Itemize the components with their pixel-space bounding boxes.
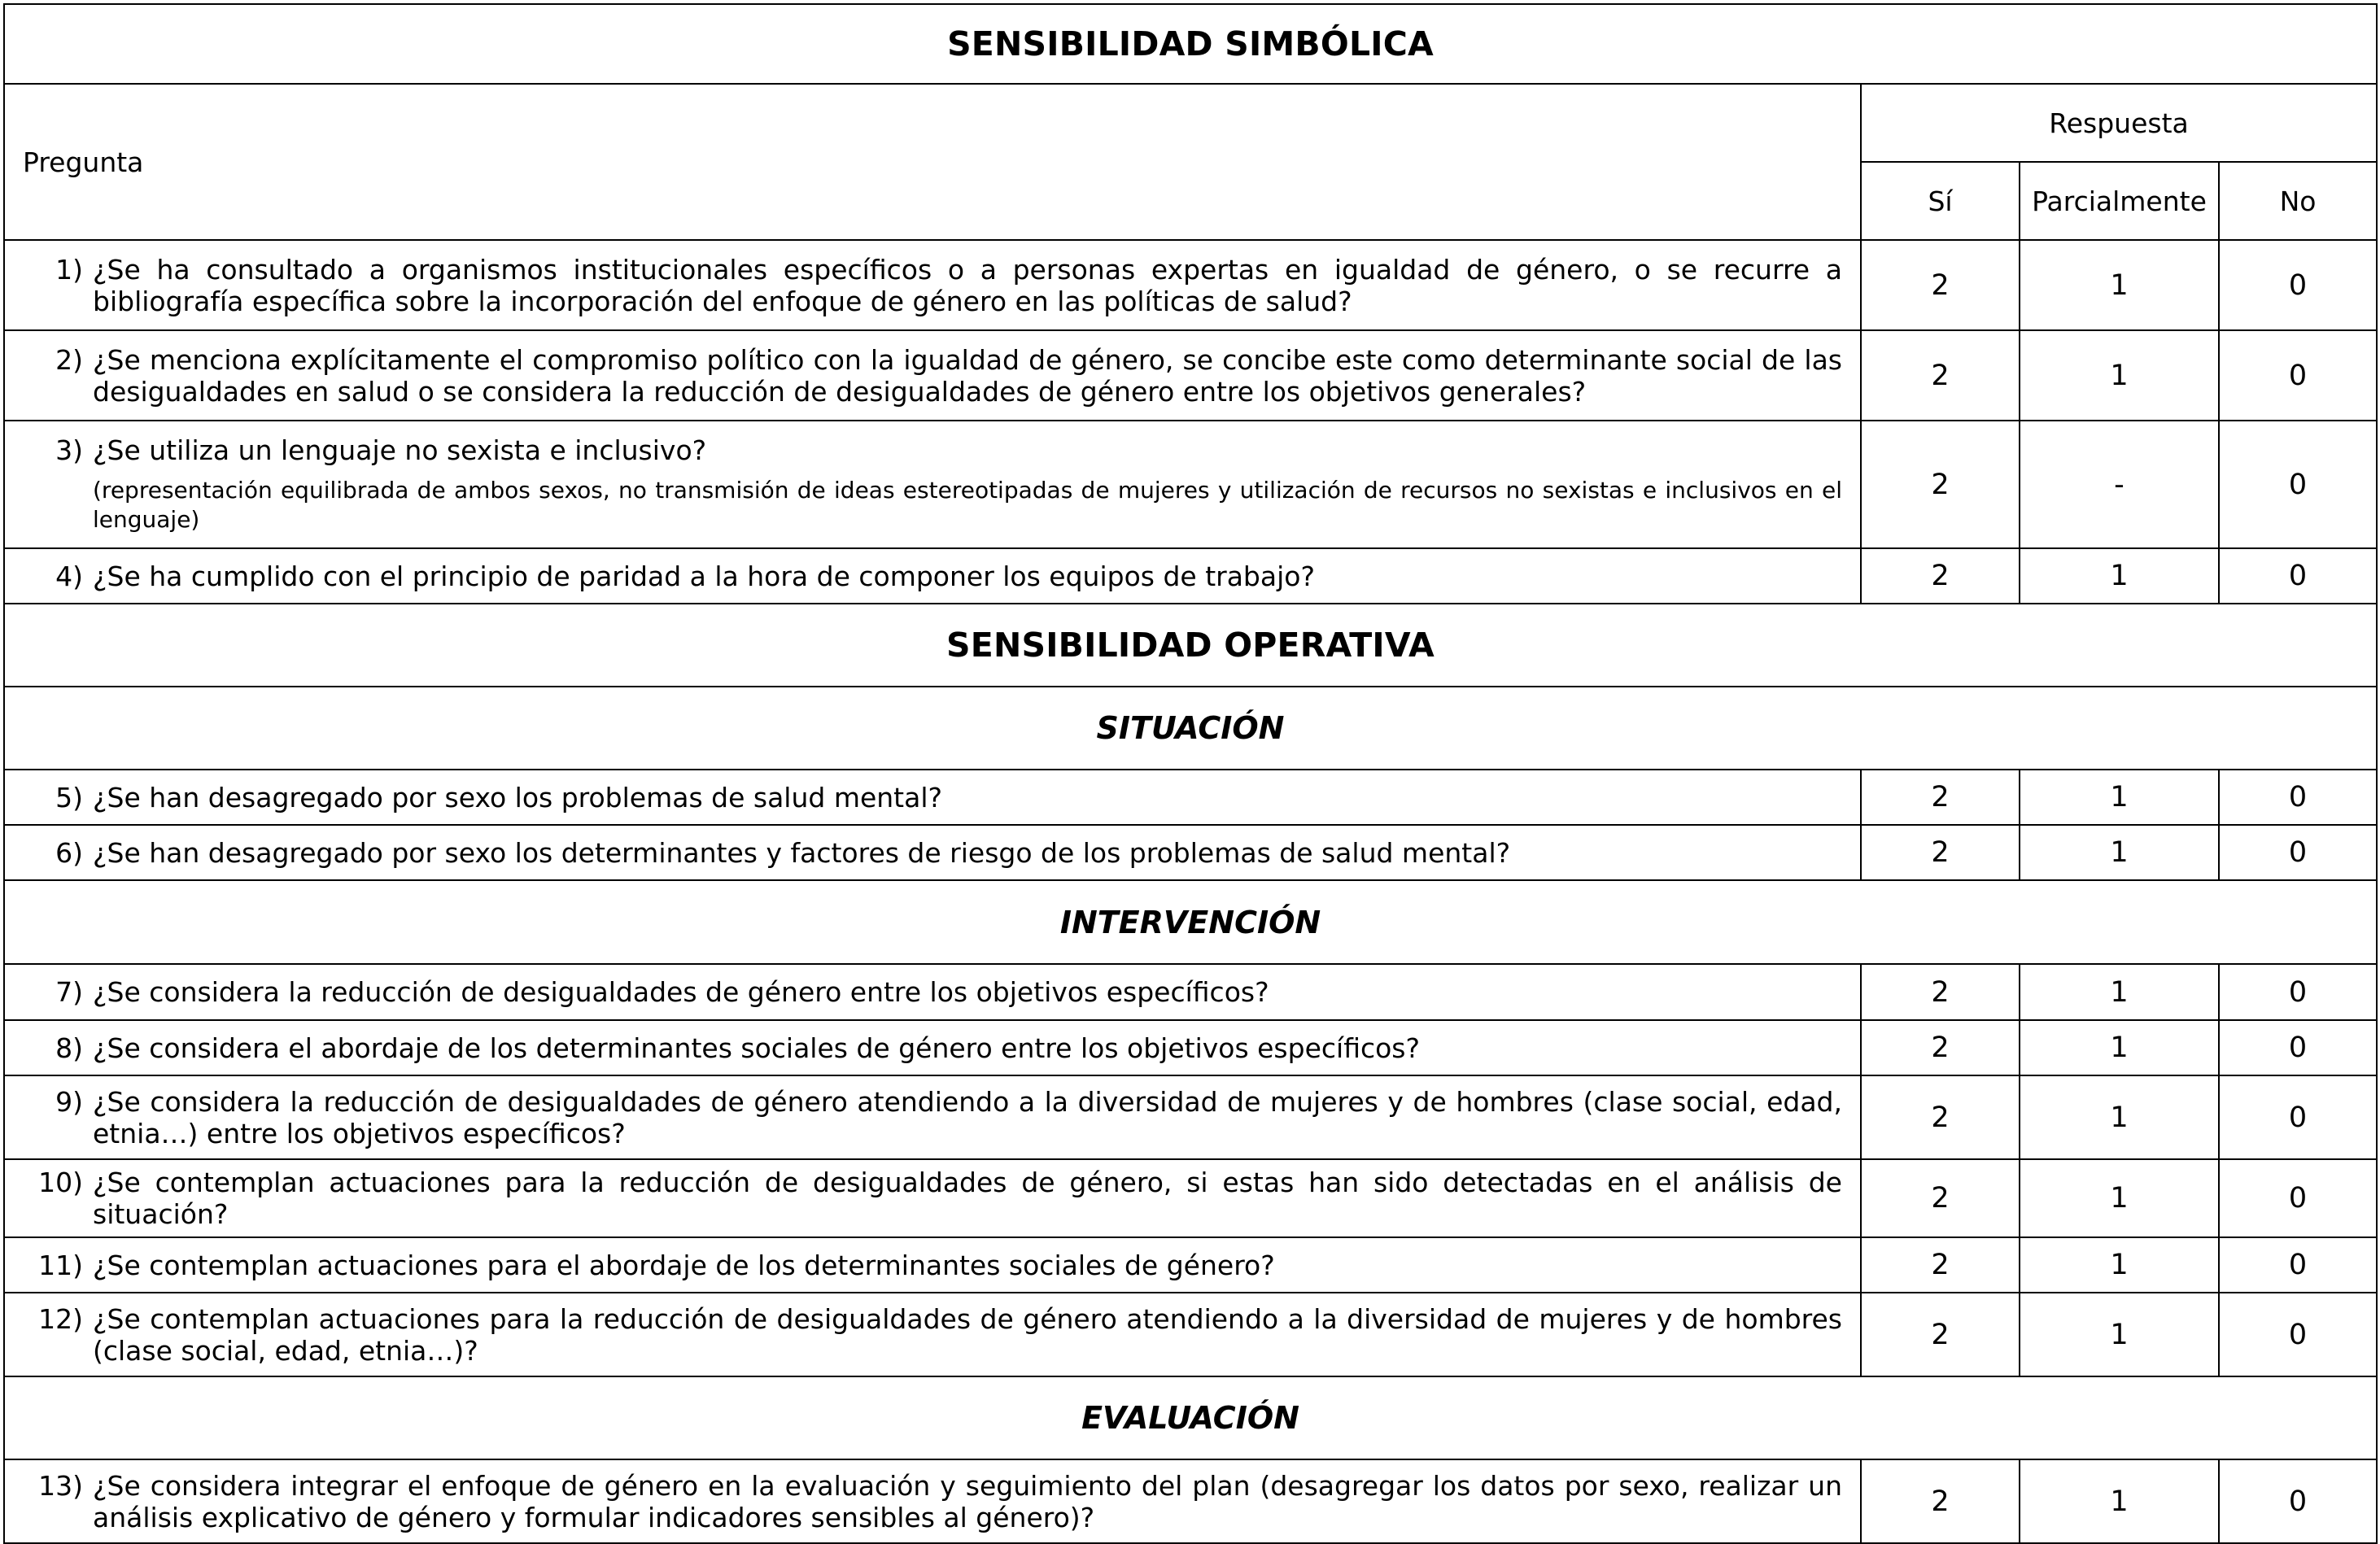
question-cell	[4, 1159, 1861, 1237]
question-row	[4, 1075, 2377, 1159]
answer-no: 0	[2219, 330, 2377, 421]
question-number: 12)	[38, 1302, 83, 1335]
section-title-simbolica: SENSIBILIDAD SIMBÓLICA	[4, 4, 2377, 84]
question-row	[4, 421, 2377, 548]
subsection-title-evaluacion: EVALUACIÓN	[4, 1376, 2377, 1459]
answer-si: 2	[1861, 770, 2020, 825]
answer-parcialmente: 1	[2020, 240, 2219, 330]
header-no: No	[2219, 162, 2377, 240]
question-cell	[4, 1075, 1861, 1159]
answer-parcialmente: 1	[2020, 330, 2219, 421]
answer-no: 0	[2219, 1159, 2377, 1237]
answer-si: 2	[1861, 825, 2020, 880]
question-row	[4, 1293, 2377, 1376]
question-cell	[4, 1459, 1861, 1543]
answer-parcialmente: 1	[2020, 1293, 2219, 1376]
answer-si: 2	[1861, 330, 2020, 421]
subsection-title-situacion: SITUACIÓN	[4, 687, 2377, 770]
question-row	[4, 1237, 2377, 1293]
question-text: ¿Se considera la reducción de desigualdades de género atendiendo a la diversidad de mujeres y de hombres (clase social, edad, etnia…) entre los objetivos específicos?	[93, 1085, 1842, 1149]
answer-si: 2	[1861, 1020, 2020, 1075]
question-number: 2)	[55, 343, 83, 376]
subsection-row-situacion	[4, 687, 2377, 770]
question-cell	[4, 1293, 1861, 1376]
answer-si: 2	[1861, 1293, 2020, 1376]
question-text: ¿Se menciona explícitamente el compromiso político con la igualdad de género, se concibe este como determinante social de las desigualdades en salud o se considera la reducción de desigualdades de género entre los objetivos generales?	[93, 343, 1842, 408]
answer-parcialmente: 1	[2020, 1459, 2219, 1543]
header-si: Sí	[1861, 162, 2020, 240]
gender-sensitivity-table	[3, 3, 2378, 1544]
answer-no: 0	[2219, 825, 2377, 880]
answer-no: 0	[2219, 1237, 2377, 1293]
question-text: ¿Se contemplan actuaciones para el abordaje de los determinantes sociales de género?	[93, 1249, 1275, 1281]
question-number: 9)	[55, 1085, 83, 1118]
answer-no: 0	[2219, 770, 2377, 825]
question-text: ¿Se considera el abordaje de los determinantes sociales de género entre los objetivos específicos?	[93, 1032, 1421, 1064]
question-text: ¿Se utiliza un lenguaje no sexista e inclusivo?	[93, 434, 707, 466]
header-pregunta: Pregunta	[4, 84, 1861, 240]
answer-parcialmente: 1	[2020, 1020, 2219, 1075]
answer-si: 2	[1861, 1237, 2020, 1293]
question-row	[4, 330, 2377, 421]
answer-no: 0	[2219, 964, 2377, 1020]
answer-parcialmente: 1	[2020, 770, 2219, 825]
question-number: 11)	[38, 1249, 83, 1281]
answer-si: 2	[1861, 548, 2020, 604]
question-row	[4, 548, 2377, 604]
question-number: 13)	[38, 1469, 83, 1502]
question-note: (representación equilibrada de ambos sexos, no transmisión de ideas estereotipadas de mujeres y utilización de recursos no sexistas e inclusivos en el lenguaje)	[93, 477, 1842, 533]
answer-si: 2	[1861, 964, 2020, 1020]
question-row	[4, 1020, 2377, 1075]
question-text: ¿Se contemplan actuaciones para la reducción de desigualdades de género, si estas han sido detectadas en el análisis de situación?	[93, 1167, 1842, 1230]
answer-si: 2	[1861, 1075, 2020, 1159]
answer-no: 0	[2219, 1020, 2377, 1075]
answer-no: 0	[2219, 548, 2377, 604]
question-text: ¿Se considera la reducción de desigualdades de género entre los objetivos específicos?	[93, 976, 1269, 1008]
question-cell	[4, 964, 1861, 1020]
question-text: ¿Se han desagregado por sexo los problemas de salud mental?	[93, 781, 943, 813]
question-number: 6)	[55, 836, 83, 869]
answer-si: 2	[1861, 1159, 2020, 1237]
question-cell	[4, 1020, 1861, 1075]
answer-parcialmente: 1	[2020, 1159, 2219, 1237]
answer-si: 2	[1861, 1459, 2020, 1543]
answer-si: 2	[1861, 240, 2020, 330]
question-number: 7)	[55, 976, 83, 1008]
section-title-operativa: SENSIBILIDAD OPERATIVA	[4, 604, 2377, 687]
question-cell	[4, 825, 1861, 880]
answer-no: 0	[2219, 240, 2377, 330]
subsection-title-intervencion: INTERVENCIÓN	[4, 880, 2377, 964]
question-number: 3)	[55, 434, 83, 466]
section-row-operativa	[4, 604, 2377, 687]
question-text: ¿Se ha consultado a organismos institucionales específicos o a personas expertas en igualdad de género, o se recurre a bibliografía específica sobre la incorporación del enfoque de género en las políticas de salud?	[93, 253, 1842, 317]
question-text: ¿Se contemplan actuaciones para la reducción de desigualdades de género atendiendo a la diversidad de mujeres y de hombres (clase social, edad, etnia…)?	[93, 1302, 1842, 1367]
answer-parcialmente: -	[2020, 421, 2219, 548]
question-number: 10)	[38, 1167, 83, 1198]
question-text: ¿Se han desagregado por sexo los determinantes y factores de riesgo de los problemas de salud mental?	[93, 836, 1511, 869]
question-row	[4, 964, 2377, 1020]
answer-parcialmente: 1	[2020, 548, 2219, 604]
question-cell	[4, 240, 1861, 330]
question-cell	[4, 770, 1861, 825]
answer-no: 0	[2219, 421, 2377, 548]
question-cell	[4, 421, 1861, 548]
question-number: 5)	[55, 781, 83, 813]
question-number: 4)	[55, 560, 83, 592]
answer-no: 0	[2219, 1075, 2377, 1159]
question-row	[4, 1159, 2377, 1237]
header-row	[4, 84, 2377, 162]
question-number: 1)	[55, 253, 83, 286]
answer-parcialmente: 1	[2020, 1237, 2219, 1293]
answer-parcialmente: 1	[2020, 964, 2219, 1020]
question-row	[4, 240, 2377, 330]
section-row-simbolica	[4, 4, 2377, 84]
question-row	[4, 1459, 2377, 1543]
answer-no: 0	[2219, 1293, 2377, 1376]
question-row	[4, 770, 2377, 825]
question-cell	[4, 330, 1861, 421]
answer-si: 2	[1861, 421, 2020, 548]
question-number: 8)	[55, 1032, 83, 1064]
answer-parcialmente: 1	[2020, 1075, 2219, 1159]
answer-parcialmente: 1	[2020, 825, 2219, 880]
subsection-row-intervencion	[4, 880, 2377, 964]
header-respuesta: Respuesta	[1861, 84, 2377, 162]
header-parcialmente: Parcialmente	[2020, 162, 2219, 240]
question-text: ¿Se ha cumplido con el principio de paridad a la hora de componer los equipos de trabajo?	[93, 560, 1315, 592]
question-row	[4, 825, 2377, 880]
answer-no: 0	[2219, 1459, 2377, 1543]
question-text: ¿Se considera integrar el enfoque de género en la evaluación y seguimiento del plan (desagregar los datos por sexo, realizar un análisis explicativo de género y formular indicadores sensibles al género)?	[93, 1469, 1842, 1533]
question-cell	[4, 1237, 1861, 1293]
subsection-row-evaluacion	[4, 1376, 2377, 1459]
question-cell	[4, 548, 1861, 604]
